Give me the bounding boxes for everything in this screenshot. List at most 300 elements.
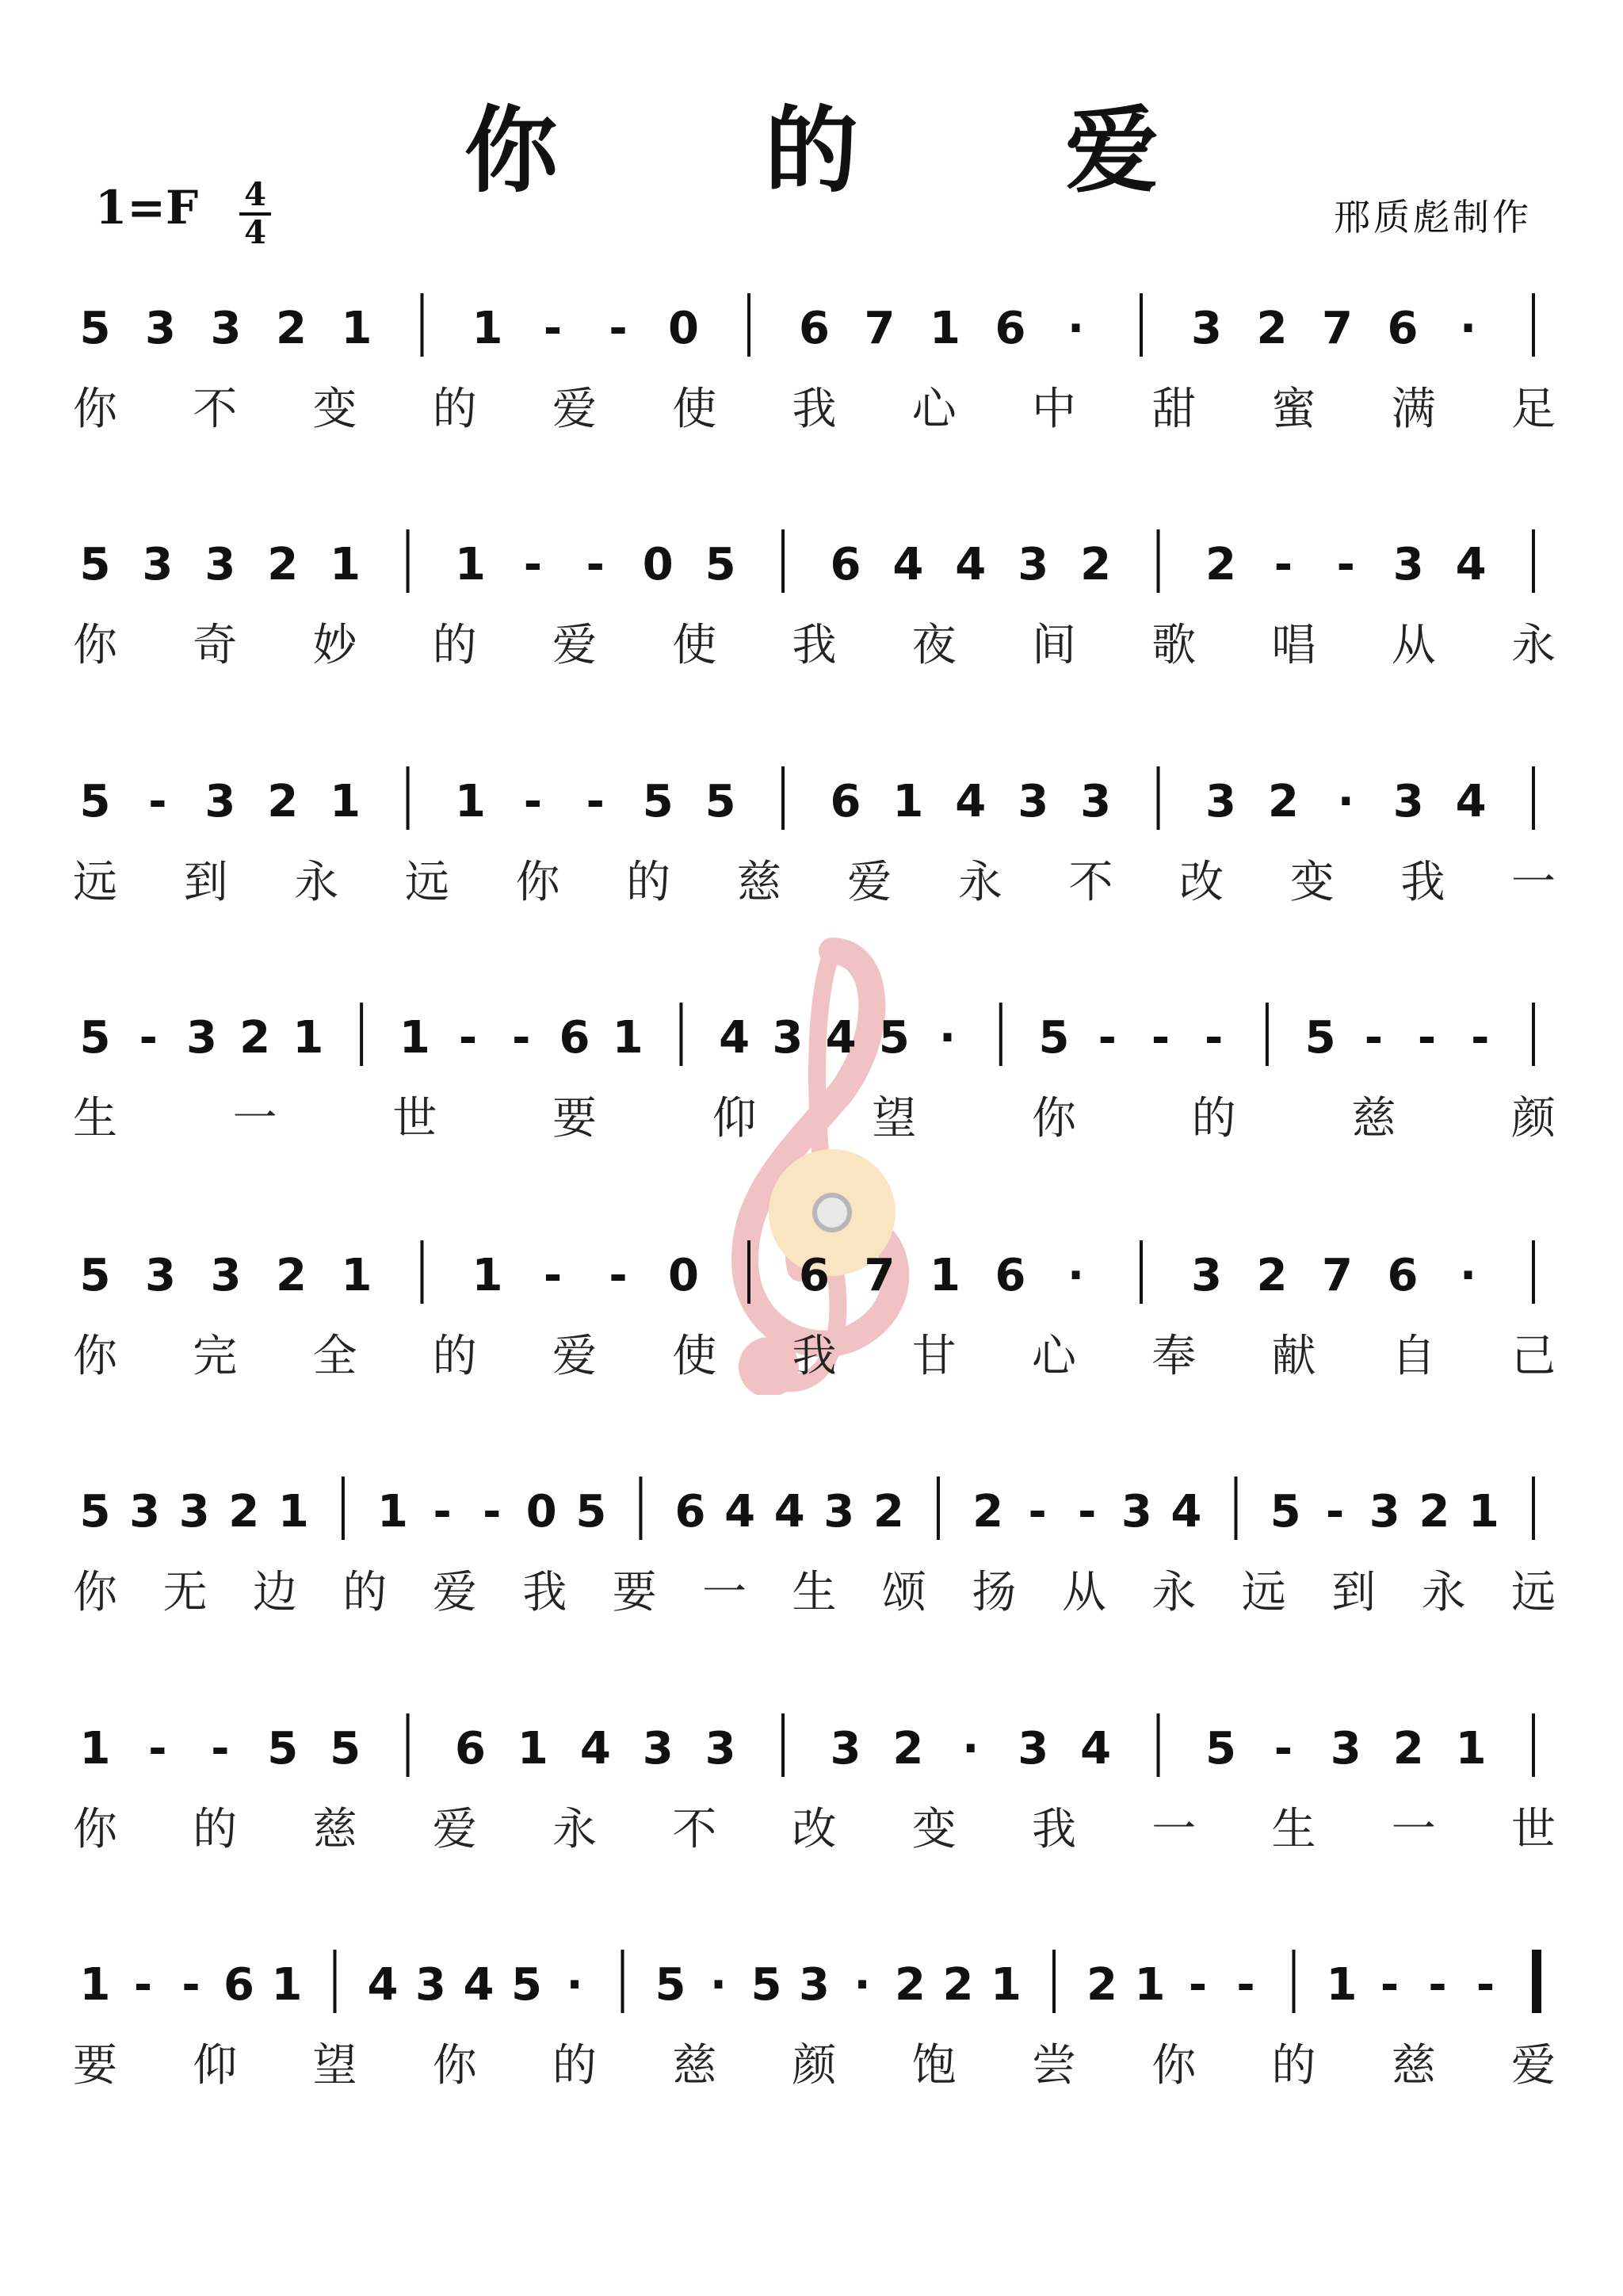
- note: 2: [239, 1012, 271, 1064]
- note: 4: [1455, 776, 1487, 827]
- score-row: [0, 281, 1623, 448]
- lyric: 甜: [1151, 384, 1197, 435]
- note: 1: [472, 303, 503, 354]
- note: 4: [1170, 1486, 1202, 1538]
- note: 3: [1330, 1723, 1361, 1775]
- note: 4: [463, 1959, 495, 2011]
- lyric: 奉: [1151, 1331, 1197, 1382]
- dash-note: -: [609, 1250, 628, 1301]
- note: 1: [292, 1012, 324, 1064]
- lyric: 我: [522, 1567, 567, 1618]
- dash-note: -: [1471, 1012, 1490, 1064]
- dash-note: -: [586, 539, 605, 590]
- note: 2: [1267, 776, 1299, 827]
- note: 5: [705, 539, 736, 590]
- dash-note: -: [1380, 1959, 1400, 2011]
- lyric: 生: [1271, 1804, 1316, 1855]
- lyric: 仰: [712, 1093, 757, 1144]
- lyric: 世: [392, 1093, 437, 1144]
- barline: [747, 293, 750, 357]
- dash-note: -: [1417, 1012, 1437, 1064]
- note: 5: [1304, 1012, 1336, 1064]
- barline: [1266, 1003, 1269, 1066]
- lyric: 我: [792, 384, 837, 435]
- dash-note: -: [483, 1486, 502, 1538]
- barline: [1532, 1713, 1535, 1777]
- barline: [747, 1240, 750, 1304]
- lyric: 你: [73, 1567, 117, 1618]
- note: 3: [415, 1959, 446, 2011]
- lyric: 远: [1241, 1567, 1286, 1618]
- lyric: 生: [73, 1093, 117, 1144]
- lyric: 变: [911, 1804, 957, 1855]
- barline: [639, 1477, 642, 1540]
- note: 3: [185, 1012, 217, 1064]
- note: 6: [559, 1012, 590, 1064]
- dot-note: ·: [1067, 1250, 1085, 1301]
- note: 3: [799, 1959, 830, 2011]
- note: 5: [878, 1012, 910, 1064]
- dot-note: ·: [962, 1723, 980, 1775]
- note: 5: [79, 1250, 111, 1301]
- dot-note: ·: [1067, 303, 1085, 354]
- note: 2: [942, 1959, 974, 2011]
- dash-note: -: [1476, 1959, 1495, 2011]
- note: 2: [892, 1723, 924, 1775]
- note: 2: [1080, 539, 1112, 590]
- note: 3: [1369, 1486, 1400, 1538]
- note: 6: [223, 1959, 254, 2011]
- lyric: 尝: [1032, 2040, 1076, 2092]
- barline: [407, 1713, 410, 1777]
- dash-note: -: [1274, 1723, 1293, 1775]
- dash-note: -: [1188, 1959, 1208, 2011]
- final-barline: [1532, 1950, 1541, 2013]
- note: 1: [892, 776, 924, 827]
- note: 2: [228, 1486, 260, 1538]
- lyric: 一: [1511, 857, 1556, 908]
- note: 4: [955, 776, 987, 827]
- lyric: 慈: [736, 857, 781, 908]
- lyric: 变: [1289, 857, 1335, 908]
- time-signature-bottom: 4: [244, 214, 266, 251]
- barline: [1157, 1713, 1160, 1777]
- note: 1: [991, 1959, 1022, 2011]
- note: 3: [642, 1723, 674, 1775]
- note: 5: [79, 303, 111, 354]
- lyric: 你: [432, 2040, 477, 2092]
- lyric: 唱: [1271, 620, 1316, 671]
- score-row-svg: [0, 1938, 1623, 2104]
- note: 1: [79, 1959, 111, 2011]
- barline: [421, 1240, 424, 1304]
- lyric: 夜: [911, 620, 957, 671]
- dash-note: -: [523, 539, 543, 590]
- note: 2: [1256, 1250, 1288, 1301]
- lyric: 爱: [432, 1567, 477, 1618]
- score-row-svg: [0, 1702, 1623, 1868]
- dash-note: -: [543, 1250, 563, 1301]
- note: 5: [1038, 1012, 1070, 1064]
- lyric: 爱: [1511, 2040, 1556, 2092]
- song-title: 你 的 爱: [464, 95, 1247, 205]
- note: 4: [724, 1486, 756, 1538]
- barline: [1532, 293, 1535, 357]
- lyric: 永: [1151, 1567, 1197, 1618]
- lyric: 自: [1391, 1331, 1436, 1382]
- note: 3: [1018, 776, 1049, 827]
- lyric: 我: [792, 1331, 837, 1382]
- dash-note: -: [433, 1486, 452, 1538]
- dash-note: -: [139, 1012, 158, 1064]
- score-row: [0, 518, 1623, 684]
- dash-note: -: [512, 1012, 531, 1064]
- barline: [334, 1950, 337, 2013]
- note: 3: [772, 1012, 804, 1064]
- note: 1: [472, 1250, 503, 1301]
- score-row-svg: [0, 518, 1623, 684]
- score-row-svg: [0, 281, 1623, 448]
- lyric: 的: [1191, 1093, 1236, 1144]
- lyric: 一: [1391, 1804, 1436, 1855]
- barline: [679, 1003, 682, 1066]
- note: 1: [930, 303, 960, 354]
- lyric: 甘: [911, 1331, 957, 1382]
- note: 2: [873, 1486, 904, 1538]
- barline: [1140, 293, 1143, 357]
- lyric: 间: [1032, 620, 1076, 671]
- lyric: 远: [404, 857, 449, 908]
- lyric: 要: [612, 1567, 657, 1618]
- note: 5: [750, 1959, 782, 2011]
- note: 3: [1191, 1250, 1222, 1301]
- dash-note: -: [148, 776, 167, 827]
- dot-note: ·: [938, 1012, 957, 1064]
- lyric: 的: [432, 1331, 477, 1382]
- note: 1: [454, 776, 486, 827]
- lyric: 你: [73, 1804, 117, 1855]
- lyric: 中: [1032, 384, 1076, 435]
- note: 6: [454, 1723, 486, 1775]
- note: 3: [830, 1723, 861, 1775]
- note: 3: [1392, 539, 1424, 590]
- note: 1: [79, 1723, 111, 1775]
- lyric: 爱: [432, 1804, 477, 1855]
- barline: [1532, 1477, 1535, 1540]
- lyric: 你: [1032, 1093, 1076, 1144]
- barline: [1532, 1003, 1535, 1066]
- lyric: 的: [342, 1567, 388, 1618]
- note: 7: [864, 1250, 896, 1301]
- barline: [1234, 1477, 1237, 1540]
- note: 4: [1080, 1723, 1112, 1775]
- note: 1: [1326, 1959, 1358, 2011]
- dash-note: -: [609, 303, 628, 354]
- lyric: 你: [73, 384, 117, 435]
- lyric: 全: [312, 1331, 357, 1382]
- note: 3: [705, 1723, 736, 1775]
- lyric: 我: [1032, 1804, 1076, 1855]
- note: 5: [79, 539, 111, 590]
- lyric: 边: [252, 1567, 297, 1618]
- lyric: 奇: [193, 620, 238, 671]
- note: 6: [1387, 303, 1419, 354]
- dash-note: -: [523, 776, 543, 827]
- dot-note: ·: [854, 1959, 871, 2011]
- barline: [421, 293, 424, 357]
- note: 2: [895, 1959, 926, 2011]
- note: 1: [341, 303, 372, 354]
- barline: [999, 1003, 1002, 1066]
- note: 0: [668, 303, 699, 354]
- time-signature-top: 4: [244, 176, 266, 213]
- note: 4: [367, 1959, 399, 2011]
- barline: [1157, 766, 1160, 830]
- note: 1: [330, 539, 361, 590]
- note: 1: [1134, 1959, 1166, 2011]
- dot-note: ·: [1459, 1250, 1477, 1301]
- note: 4: [955, 539, 987, 590]
- barline: [1052, 1950, 1056, 2013]
- dash-note: -: [543, 303, 563, 354]
- lyric: 望: [872, 1093, 917, 1144]
- note: 3: [129, 1486, 161, 1538]
- lyric: 不: [193, 384, 238, 435]
- lyric: 的: [432, 384, 477, 435]
- lyric: 永: [957, 857, 1002, 908]
- score-row: [0, 991, 1623, 1157]
- lyric: 我: [1400, 857, 1445, 908]
- lyric: 永: [1511, 620, 1556, 671]
- lyric: 一: [232, 1093, 277, 1144]
- dash-note: -: [1078, 1486, 1097, 1538]
- lyric: 完: [193, 1331, 238, 1382]
- note: 2: [276, 1250, 307, 1301]
- note: 1: [399, 1012, 430, 1064]
- note: 2: [1392, 1723, 1424, 1775]
- barline: [621, 1950, 624, 2013]
- lyric: 使: [672, 620, 717, 671]
- dash-note: -: [1151, 1012, 1170, 1064]
- lyric: 爱: [847, 857, 892, 908]
- lyric: 慈: [1391, 2040, 1436, 2092]
- score-row-svg: [0, 755, 1623, 921]
- dash-note: -: [1236, 1959, 1255, 2011]
- note: 3: [1080, 776, 1112, 827]
- dash-note: -: [181, 1959, 200, 2011]
- lyric: 变: [312, 384, 357, 435]
- note: 1: [612, 1012, 643, 1064]
- note: 3: [1121, 1486, 1152, 1538]
- lyric: 不: [672, 1804, 717, 1855]
- note: 0: [642, 539, 674, 590]
- dash-note: -: [1336, 539, 1355, 590]
- lyric: 到: [183, 857, 228, 908]
- barline: [781, 1713, 785, 1777]
- barline: [1532, 529, 1535, 593]
- lyric: 爱: [552, 620, 597, 671]
- note: 1: [1468, 1486, 1499, 1538]
- lyric: 妙: [312, 620, 357, 671]
- lyric: 你: [1151, 2040, 1197, 2092]
- note: 5: [1270, 1486, 1301, 1538]
- lyric: 使: [672, 1331, 717, 1382]
- note: 3: [1205, 776, 1236, 827]
- note: 3: [178, 1486, 210, 1538]
- lyric: 我: [792, 620, 837, 671]
- lyric: 要: [552, 1093, 597, 1144]
- note: 2: [1205, 539, 1236, 590]
- lyric: 改: [1179, 857, 1224, 908]
- note: 6: [995, 1250, 1026, 1301]
- barline: [1532, 766, 1535, 830]
- lyric: 永: [294, 857, 339, 908]
- note: 4: [892, 539, 924, 590]
- note: 2: [276, 303, 307, 354]
- lyric: 足: [1511, 384, 1556, 435]
- lyric: 使: [672, 384, 717, 435]
- lyric: 世: [1511, 1804, 1556, 1855]
- note: 1: [930, 1250, 960, 1301]
- note: 5: [655, 1959, 686, 2011]
- lyric: 爱: [552, 384, 597, 435]
- note: 3: [210, 303, 242, 354]
- barline: [342, 1477, 345, 1540]
- time-signature: [239, 176, 271, 251]
- note: 2: [267, 776, 299, 827]
- lyric: 扬: [972, 1567, 1017, 1618]
- note: 5: [267, 1723, 299, 1775]
- dash-note: -: [211, 1723, 230, 1775]
- note: 6: [830, 539, 861, 590]
- note: 6: [674, 1486, 706, 1538]
- note: 5: [79, 1012, 111, 1064]
- lyric: 你: [73, 1331, 117, 1382]
- note: 4: [773, 1486, 805, 1538]
- barline: [407, 766, 410, 830]
- lyric: 不: [1068, 857, 1113, 908]
- lyric: 颜: [1511, 1093, 1556, 1144]
- note: 2: [1086, 1959, 1117, 2011]
- barline: [1157, 529, 1160, 593]
- lyric: 望: [312, 2040, 357, 2092]
- note: 5: [330, 1723, 361, 1775]
- score-row: [0, 1465, 1623, 1631]
- note: 3: [823, 1486, 855, 1538]
- note: 7: [1322, 1250, 1353, 1301]
- barline: [407, 529, 410, 593]
- note: 5: [511, 1959, 542, 2011]
- note: 2: [1256, 303, 1288, 354]
- dot-note: ·: [566, 1959, 583, 2011]
- lyric: 一: [1151, 1804, 1197, 1855]
- dot-note: ·: [1459, 303, 1477, 354]
- dash-note: -: [1028, 1486, 1047, 1538]
- dot-note: ·: [709, 1959, 727, 2011]
- lyric: 心: [911, 384, 957, 435]
- note: 1: [330, 776, 361, 827]
- note: 3: [1191, 303, 1222, 354]
- lyric: 你: [515, 857, 560, 908]
- note: 2: [267, 539, 299, 590]
- note: 0: [668, 1250, 699, 1301]
- note: 3: [204, 539, 236, 590]
- note: 0: [525, 1486, 557, 1538]
- credit-text: 邢质彪制作: [1334, 196, 1532, 239]
- lyric: 颜: [792, 2040, 837, 2092]
- note: 7: [1322, 303, 1353, 354]
- note: 1: [277, 1486, 309, 1538]
- dash-note: -: [148, 1723, 167, 1775]
- lyric: 颂: [881, 1567, 926, 1618]
- dash-note: -: [586, 776, 605, 827]
- note: 3: [142, 539, 174, 590]
- note: 5: [79, 1486, 111, 1538]
- note: 3: [1018, 539, 1049, 590]
- dash-note: -: [1326, 1486, 1345, 1538]
- lyric: 到: [1331, 1567, 1377, 1618]
- lyric: 慈: [672, 2040, 717, 2092]
- lyric: 蜜: [1271, 384, 1316, 435]
- lyric: 歌: [1151, 620, 1197, 671]
- dash-note: -: [1274, 539, 1293, 590]
- note: 7: [864, 303, 896, 354]
- score-row-svg: [0, 1228, 1623, 1395]
- lyric: 满: [1391, 384, 1436, 435]
- note: 4: [1455, 539, 1487, 590]
- note: 1: [271, 1959, 303, 2011]
- lyric: 饱: [911, 2040, 957, 2092]
- lyric: 的: [552, 2040, 597, 2092]
- lyric: 的: [432, 620, 477, 671]
- barline: [781, 529, 785, 593]
- lyric: 生: [792, 1567, 837, 1618]
- lyric: 要: [73, 2040, 117, 2092]
- key-signature: 1=F: [95, 181, 199, 235]
- score-row: [0, 755, 1623, 921]
- lyric: 改: [792, 1804, 837, 1855]
- note: 1: [341, 1250, 372, 1301]
- dash-note: -: [133, 1959, 153, 2011]
- barline: [937, 1477, 940, 1540]
- note: 3: [145, 303, 176, 354]
- lyric: 永: [552, 1804, 597, 1855]
- note: 3: [1018, 1723, 1049, 1775]
- dash-note: -: [1428, 1959, 1447, 2011]
- note: 5: [1205, 1723, 1236, 1775]
- note: 2: [972, 1486, 1004, 1538]
- lyric: 己: [1511, 1331, 1556, 1382]
- barline: [360, 1003, 363, 1066]
- dash-note: -: [1098, 1012, 1117, 1064]
- lyric: 爱: [552, 1331, 597, 1382]
- lyric: 从: [1061, 1567, 1106, 1618]
- lyric: 你: [73, 620, 117, 671]
- lyric: 的: [193, 1804, 238, 1855]
- barline: [781, 766, 785, 830]
- note: 5: [575, 1486, 607, 1538]
- lyric: 远: [1511, 1567, 1556, 1618]
- lyric: 的: [1271, 2040, 1316, 2092]
- lyric: 永: [1421, 1567, 1466, 1618]
- note: 4: [579, 1723, 611, 1775]
- note: 6: [830, 776, 861, 827]
- score-row: [0, 1228, 1623, 1395]
- note: 5: [705, 776, 736, 827]
- lyric: 献: [1271, 1331, 1316, 1382]
- note: 3: [204, 776, 236, 827]
- lyric: 仰: [193, 2040, 238, 2092]
